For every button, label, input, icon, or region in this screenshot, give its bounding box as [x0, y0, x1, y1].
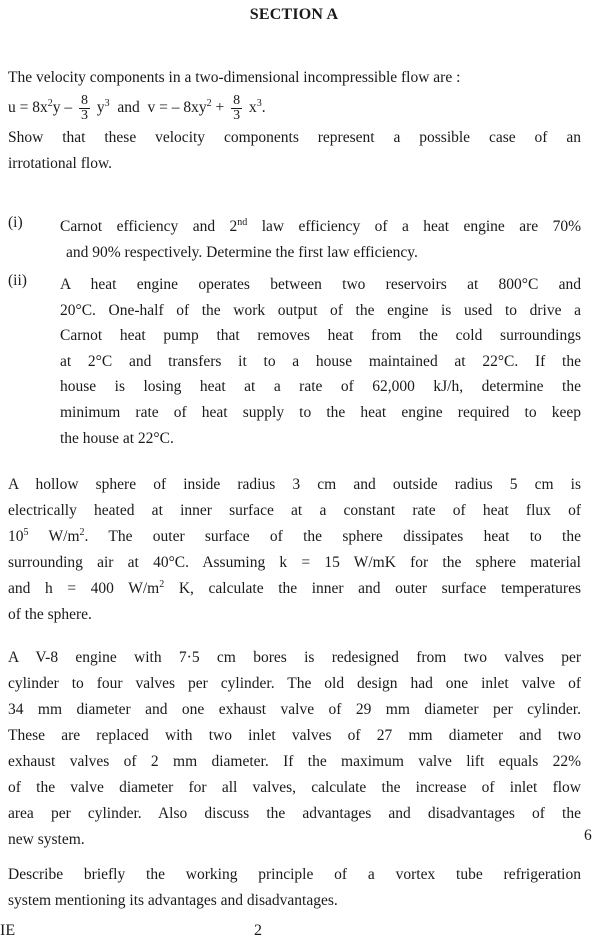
page-number: 2: [254, 922, 262, 939]
q1-line-1: The velocity components in a two-dimensional incompressible flow are :: [8, 69, 461, 86]
q4-line: A V-8 engine with 7·5 cm bores is redesigned from two valves per: [8, 649, 581, 666]
eq-and: and: [117, 99, 140, 116]
marks-indicator: 6: [584, 827, 592, 844]
q2-ii-line: at 2°C and transfers it to a house maintained at 22°C. If the: [60, 352, 581, 370]
eq-u-lhs: u = 8x: [8, 99, 48, 116]
q2-ii-line: 20°C. One-half of the work output of the engine is used to drive a: [60, 301, 581, 319]
footer-code: IE: [0, 922, 16, 939]
q4-line: of the valve diameter for all valves, calculate the increase of inlet flow: [8, 779, 581, 796]
q2-i-line-2: and 90% respectively. Determine the first law efficiency.: [66, 243, 418, 261]
q3-line-4: surrounding air at 40°C. Assuming k = 15 W/mK for the sphere material: [8, 554, 581, 571]
q4-line: area per cylinder. Also discuss the advantages and disadvantages of the: [8, 805, 581, 822]
q2-part-ii: [60, 272, 581, 451]
eq-v-lhs: v = – 8xy: [147, 99, 207, 116]
fraction-8-3-b: $\frac{8}{3}$: [233, 92, 241, 123]
eq-exp-3-b: 3: [256, 98, 262, 109]
eq-exp-2: 2: [47, 98, 53, 109]
eq-end: .: [261, 99, 266, 116]
q4-line: cylinder to four valves per cylinder. The old design had one inlet valve of: [8, 675, 581, 692]
q2-ii-line: minimum rate of heat supply to the heat engine required to keep: [60, 403, 581, 421]
q2-ii-line: house is losing heat at a rate of 62,000 kJ/h, determine the: [60, 378, 581, 396]
q2-ii-line: A heat engine operates between two reservoirs at 800°C and: [60, 276, 581, 293]
q1-line-4: irrotational flow.: [8, 155, 113, 172]
q3-line-3: $10^5$ $W/m^2$. The outer surface of the sphere dissipates heat to the: [8, 527, 581, 545]
eq-u-mid: y –: [52, 99, 73, 116]
q4-line: exhaust valves of 2 mm diameter. If the maximum valve lift equals 22%: [8, 753, 581, 770]
eq-x: x: [249, 99, 257, 116]
q2-ii-line: Carnot heat pump that removes heat from the cold surroundings: [60, 327, 581, 345]
q3-line-2: electrically heated at inner surface at a constant rate of heat flux of: [8, 502, 581, 519]
section-heading: SECTION A: [249, 6, 339, 23]
q4-line: These are replaced with two inlet valves of 27 mm diameter and two: [8, 727, 581, 744]
eq-exp-3: 3: [104, 98, 110, 109]
q2-ii-line: the house at 22°C.: [60, 429, 174, 447]
q4-last-line: new system.: [8, 831, 85, 848]
q3-line-1: A hollow sphere of inside radius 3 cm and outside radius 5 cm is: [8, 476, 581, 493]
q1-line-3: Show that these velocity components represent a possible case of an: [8, 129, 581, 146]
question-3: [8, 472, 581, 628]
q3-line-6: of the sphere.: [8, 606, 92, 623]
eq-exp-2-b: 2: [206, 98, 212, 109]
q4-line: 34 mm diameter and one exhaust valve of 29 mm diameter per cylinder.: [8, 701, 581, 718]
question-4: [8, 645, 581, 853]
eq-plus: +: [215, 99, 225, 116]
q2-i-line-1: Carnot efficiency and 2nd law efficiency of a heat engine are 70%: [60, 217, 581, 235]
question-1: [8, 65, 581, 177]
q2-part-i: [60, 214, 581, 265]
q2-ii-label: (ii): [8, 272, 27, 289]
q5-line-2: system mentioning its advantages and disadvantages.: [8, 892, 338, 909]
q3-line-5: and h = 400 $W/m^2$ K, calculate the inner and outer surface temperatures: [8, 579, 581, 597]
q5-line-1: Describe briefly the working principle of a vortex tube refrigeration: [8, 866, 581, 883]
q2-i-label: (i): [8, 214, 23, 231]
fraction-8-3: $\frac{8}{3}$: [81, 92, 88, 123]
eq-y: y: [96, 99, 105, 116]
question-5: [8, 862, 581, 914]
q1-equation: [8, 91, 581, 125]
